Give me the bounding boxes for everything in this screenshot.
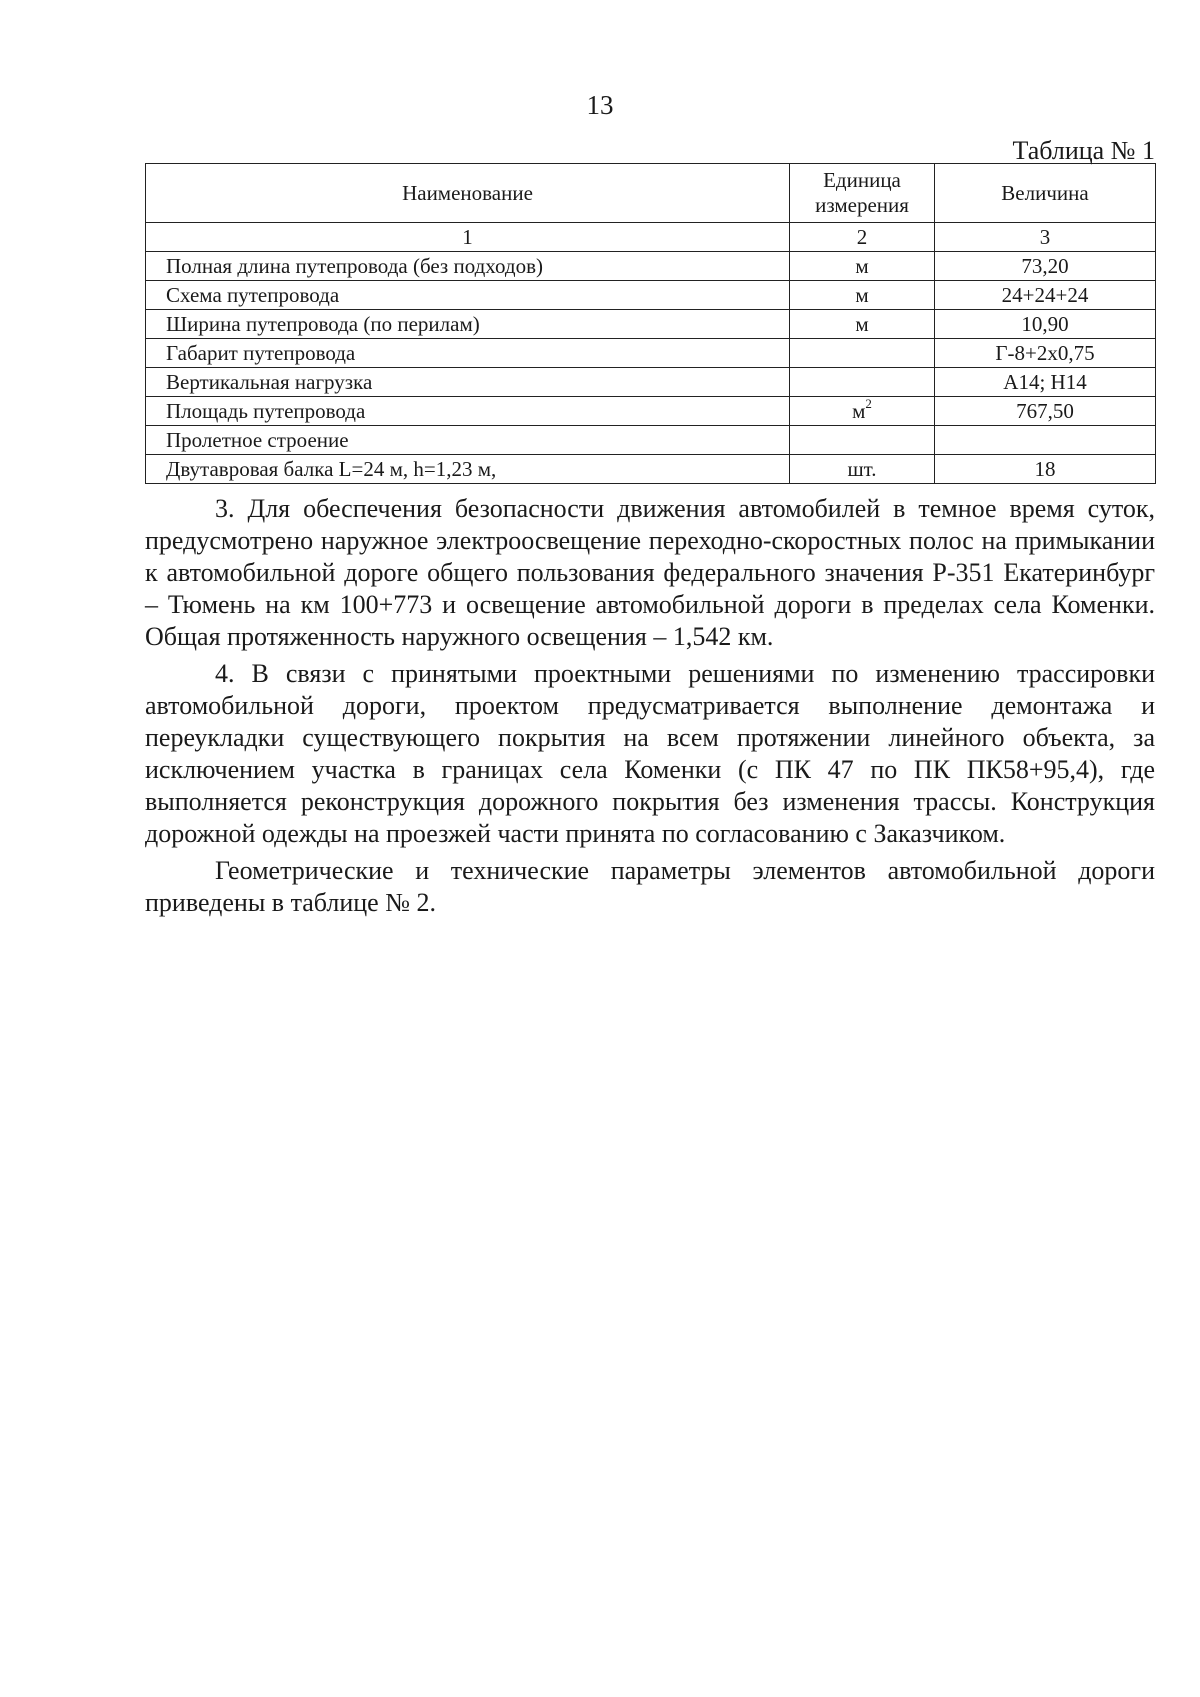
table-caption: Таблица № 1 — [1012, 136, 1155, 165]
table-row — [146, 426, 1156, 455]
row-value — [935, 426, 1156, 455]
table-row — [146, 368, 1156, 397]
header-unit: Единица измерения — [790, 164, 935, 223]
row-value: 18 — [935, 455, 1156, 484]
row-value: 73,20 — [935, 252, 1156, 281]
row-value: 10,90 — [935, 310, 1156, 339]
row-name: Пролетное строение — [146, 426, 790, 455]
row-unit: м — [790, 281, 935, 310]
row-name: Ширина путепровода (по перилам) — [146, 310, 790, 339]
row-unit: м — [790, 252, 935, 281]
paragraph-reconstruction: 4. В связи с принятыми проектными решениями по изменению трассировки автомобильной дороги, проектом предусматривается выполнение демонтажа и переукладки существующего покрытия на всем протяжении линейного объекта, за исключением участка в границах села Коменки (с ПК 47 по ПК ПК58+95,4), где выполняется реконструкция дорожного покрытия без изменения трассы. Конструкция дорожной одежды на проезжей части принята по согласованию с Заказчиком. — [145, 659, 1155, 848]
unit-superscript: 2 — [865, 396, 872, 411]
row-name: Полная длина путепровода (без подходов) — [146, 252, 790, 281]
row-unit — [790, 368, 935, 397]
row-value: 767,50 — [935, 397, 1156, 426]
table-row — [146, 310, 1156, 339]
row-unit — [790, 426, 935, 455]
header-name: Наименование — [146, 164, 790, 223]
table-row — [146, 455, 1156, 484]
column-number-2: 2 — [790, 223, 935, 252]
row-unit: м — [790, 310, 935, 339]
row-name: Площадь путепровода — [146, 397, 790, 426]
paragraph-lighting: 3. Для обеспечения безопасности движения автомобилей в темное время суток, предусмотрено наружное электроосвещение переходно-скоростных полос на примыкании к автомобильной дороге общего пользования федерального значения Р-351 Екатеринбург – Тюмень на км 100+773 и освещение автомобильной дороги в пределах села Коменки. Общая протяженность наружного освещения – 1,542 км. — [145, 494, 1155, 651]
table-header-row — [146, 164, 1156, 223]
page-number: 13 — [586, 90, 614, 120]
row-unit — [790, 339, 935, 368]
table-row — [146, 281, 1156, 310]
unit-text: м — [852, 398, 866, 423]
table-row — [146, 339, 1156, 368]
row-unit: шт. — [790, 455, 935, 484]
row-unit — [790, 397, 935, 426]
table-row — [146, 252, 1156, 281]
row-name: Схема путепровода — [146, 281, 790, 310]
column-number-row — [146, 223, 1156, 252]
row-name: Вертикальная нагрузка — [146, 368, 790, 397]
row-value: Г-8+2х0,75 — [935, 339, 1156, 368]
column-number-3: 3 — [935, 223, 1156, 252]
header-value: Величина — [935, 164, 1156, 223]
parameters-table — [145, 163, 1156, 484]
table-row — [146, 397, 1156, 426]
body-text — [145, 493, 1155, 919]
column-number-1: 1 — [146, 223, 790, 252]
row-value: 24+24+24 — [935, 281, 1156, 310]
row-name: Габарит путепровода — [146, 339, 790, 368]
paragraph-table-reference: Геометрические и технические параметры элементов автомобильной дороги приведены в таблице № 2. — [145, 856, 1155, 917]
row-name: Двутавровая балка L=24 м, h=1,23 м, — [146, 455, 790, 484]
row-value: А14; Н14 — [935, 368, 1156, 397]
